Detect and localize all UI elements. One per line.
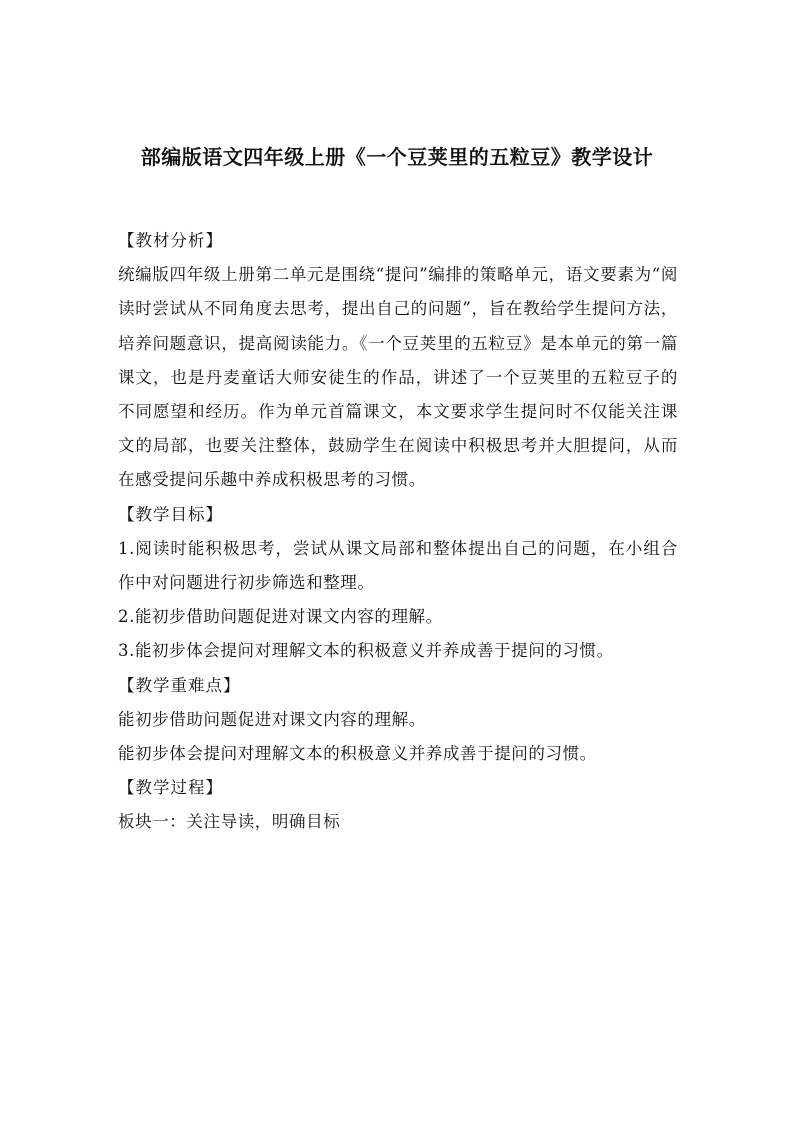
analysis-paragraph: 统编版四年级上册第二单元是围绕“提问”编排的策略单元，语文要素为“阅读时尝试从不同角度去思考，提出自己的问题”，旨在教给学生提问方法，培养问题意识，提高阅读能力。《一个豆荚里的五粒豆》是本单元的第一篇课文，也是丹麦童话大师安徒生的作品，讲述了一个豆荚里的五粒豆子的不同愿望和经历。作为单元首篇课文，本文要求学生提问时不仅能关注课文的局部，也要关注整体，鼓励学生在阅读中积极思考并大胆提问，从而在感受提问乐趣中养成积极思考的习惯。: [118, 265, 678, 490]
section-heading-goals: 【教学目标】: [118, 504, 223, 524]
process-block-title: 板块一：关注导读，明确目标: [118, 812, 341, 832]
goal-item: 2.能初步借助问题促进对课文内容的理解。: [118, 607, 443, 627]
goal-item: 1.阅读时能积极思考，尝试从课文局部和整体提出自己的问题，在小组合作中对问题进行初步筛选和整理。: [118, 538, 678, 593]
page-title: 部编版语文四年级上册《一个豆荚里的五粒豆》教学设计: [140, 145, 654, 169]
section-heading-key-points: 【教学重难点】: [118, 675, 241, 695]
section-heading-analysis: 【教材分析】: [118, 231, 223, 250]
document-body: [118, 224, 678, 840]
key-point-item: 能初步借助问题促进对课文内容的理解。: [118, 709, 426, 729]
goal-item: 3.能初步体会提问对理解文本的积极意义并养成善于提问的习惯。: [118, 641, 614, 661]
key-point-item: 能初步体会提问对理解文本的积极意义并养成善于提问的习惯。: [118, 744, 597, 764]
section-heading-process: 【教学过程】: [118, 778, 223, 798]
